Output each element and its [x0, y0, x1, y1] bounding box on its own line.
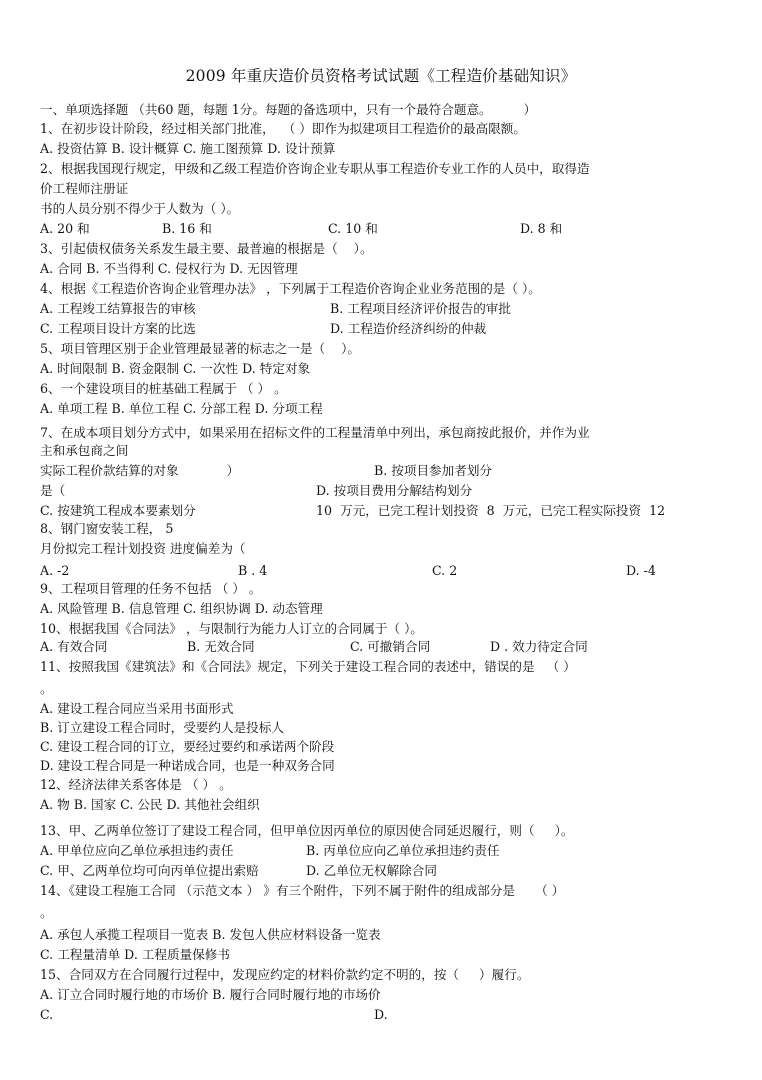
question-9-options: A. 风险管理 B. 信息管理 C. 组织协调 D. 动态管理 [40, 601, 323, 616]
question-1-stem: 1、在初步设计阶段，经过相关部门批准， （ ）即作为拟建项目工程造价的最高限额。 [40, 121, 526, 136]
question-8-option-d: D. -4 [626, 563, 656, 578]
question-8-data-overflow: 10 万元，已完工程计划投资 8 万元，已完工程实际投资 12 [316, 503, 666, 518]
question-11-option-b: B. 订立建设工程合同时，受要约人是投标人 [40, 720, 284, 735]
question-4-stem: 4、根据《工程造价咨询企业管理办法》 ，下列属于工程造价咨询企业业务范围的是（ ）。 [40, 281, 541, 296]
question-13-option-c: C. 甲、乙两单位均可向丙单位提出索赔 [40, 863, 259, 878]
question-15-option-c: C. [40, 1007, 54, 1022]
question-10-option-c: C. 可撤销合同 [350, 639, 431, 654]
question-2-stem-line-3: 书的人员分别不得少于人数为（ ）。 [40, 201, 240, 216]
question-10-option-b: B. 无效合同 [187, 639, 255, 654]
question-6-options: A. 单项工程 B. 单位工程 C. 分部工程 D. 分项工程 [40, 401, 323, 416]
question-3-stem: 3、引起债权债务关系发生最主要、最普遍的根据是（ ）。 [40, 241, 373, 256]
question-10-stem: 10、根据我国《合同法》 ，与限制行为能力人订立的合同属于（ ）。 [40, 621, 423, 636]
question-12-stem: 12、经济法律关系客体是 （ ） 。 [40, 777, 232, 792]
question-8-stem-line-2: 月份拟完工程计划投资 进度偏差为（ [40, 541, 246, 556]
question-8-stem-line-1: 8、钢门窗安装工程， 5 [40, 521, 174, 536]
question-4-option-a: A. 工程竣工结算报告的审核 [40, 301, 196, 316]
question-5-options: A. 时间限制 B. 资金限制 C. 一次性 D. 特定对象 [40, 361, 311, 376]
question-14-stem: 14、《建设工程施工合同 （示范文本 ） 》有三个附件，下列不属于附件的组成部分是 （ ） [40, 883, 565, 898]
section-header: 一、单项选择题 （共60 题，每题 1分。每题的备选项中，只有一个最符合题意。 ） [40, 102, 537, 117]
question-15-option-d: D. [374, 1007, 388, 1022]
question-7-option-b: B. 按项目参加者划分 [374, 463, 493, 478]
question-7-stem-line-2: 主和承包商之间 [40, 443, 129, 458]
question-8-option-a: A. -2 [40, 563, 70, 578]
question-8-option-c: C. 2 [432, 563, 458, 578]
question-7-stem-line-1: 7、在成本项目划分方式中，如果采用在招标文件的工程量清单中列出，承包商按此报价，并作为业 [40, 425, 590, 440]
question-5-stem: 5、项目管理区别于企业管理最显著的标志之一是（ ）。 [40, 341, 360, 356]
question-15-stem: 15、合同双方在合同履行过程中，发现应约定的材料价款约定不明的，按（ ）履行。 [40, 967, 530, 982]
question-7-option-d: D. 按项目费用分解结构划分 [316, 483, 473, 498]
question-10-option-a: A. 有效合同 [40, 639, 108, 654]
question-11-stem: 11、按照我国《建筑法》和《合同法》规定，下列关于建设工程合同的表述中，错误的是 （ ） [40, 659, 576, 674]
question-11-stem-tail: 。 [40, 681, 53, 696]
question-7-row-b-left: 是（ [40, 483, 66, 498]
question-2-option-c: C. 10 和 [328, 221, 378, 236]
page-title: 2009 年重庆造价员资格考试试题《工程造价基础知识》 [185, 67, 577, 85]
question-9-stem: 9、工程项目管理的任务不包括 （ ） 。 [40, 581, 262, 596]
question-14-options-line-2: C. 工程量清单 D. 工程质量保修书 [40, 947, 230, 962]
question-1-options: A. 投资估算 B. 设计概算 C. 施工图预算 D. 设计预算 [40, 141, 336, 156]
question-3-options: A. 合同 B. 不当得利 C. 侵权行为 D. 无因管理 [40, 261, 298, 276]
question-7-option-c: C. 按建筑工程成本要素划分 [40, 503, 196, 518]
question-4-option-b: B. 工程项目经济评价报告的审批 [330, 301, 511, 316]
question-15-options-line-1: A. 订立合同时履行地的市场价 B. 履行合同时履行地的市场价 [40, 987, 381, 1002]
question-10-option-d: D . 效力待定合同 [490, 639, 588, 654]
question-4-option-d: D. 工程造价经济纠纷的仲裁 [330, 321, 487, 336]
question-14-options-line-1: A. 承包人承揽工程项目一览表 B. 发包人供应材料设备一览表 [40, 927, 381, 942]
question-7-row-a-left: 实际工程价款结算的对象 ） [40, 463, 240, 478]
question-11-option-d: D. 建设工程合同是一种诺成合同，也是一种双务合同 [40, 758, 335, 773]
question-14-stem-tail: 。 [40, 905, 53, 920]
question-12-options: A. 物 B. 国家 C. 公民 D. 其他社会组织 [40, 797, 260, 812]
question-11-option-c: C. 建设工程合同的订立，要经过要约和承诺两个阶段 [40, 739, 335, 754]
question-13-option-a: A. 甲单位应向乙单位承担违约责任 [40, 843, 234, 858]
question-2-stem-line-1: 2、根据我国现行规定，甲级和乙级工程造价咨询企业专职从事工程造价专业工作的人员中，取得造 [40, 161, 590, 176]
question-8-option-b: B . 4 [238, 563, 268, 578]
question-13-stem: 13、甲、乙两单位签订了建设工程合同，但甲单位因丙单位的原因使合同延迟履行，则（ ）。 [40, 823, 574, 838]
question-11-option-a: A. 建设工程合同应当采用书面形式 [40, 701, 234, 716]
question-6-stem: 6、一个建设项目的桩基础工程属于 （ ） 。 [40, 381, 287, 396]
question-4-option-c: C. 工程项目设计方案的比选 [40, 321, 196, 336]
question-13-option-b: B. 丙单位应向乙单位承担违约责任 [306, 843, 500, 858]
question-2-option-d: D. 8 和 [520, 221, 563, 236]
question-2-option-b: B. 16 和 [162, 221, 212, 236]
question-2-option-a: A. 20 和 [40, 221, 90, 236]
question-13-option-d: D. 乙单位无权解除合同 [306, 863, 437, 878]
question-2-stem-line-2: 价工程师注册证 [40, 181, 129, 196]
